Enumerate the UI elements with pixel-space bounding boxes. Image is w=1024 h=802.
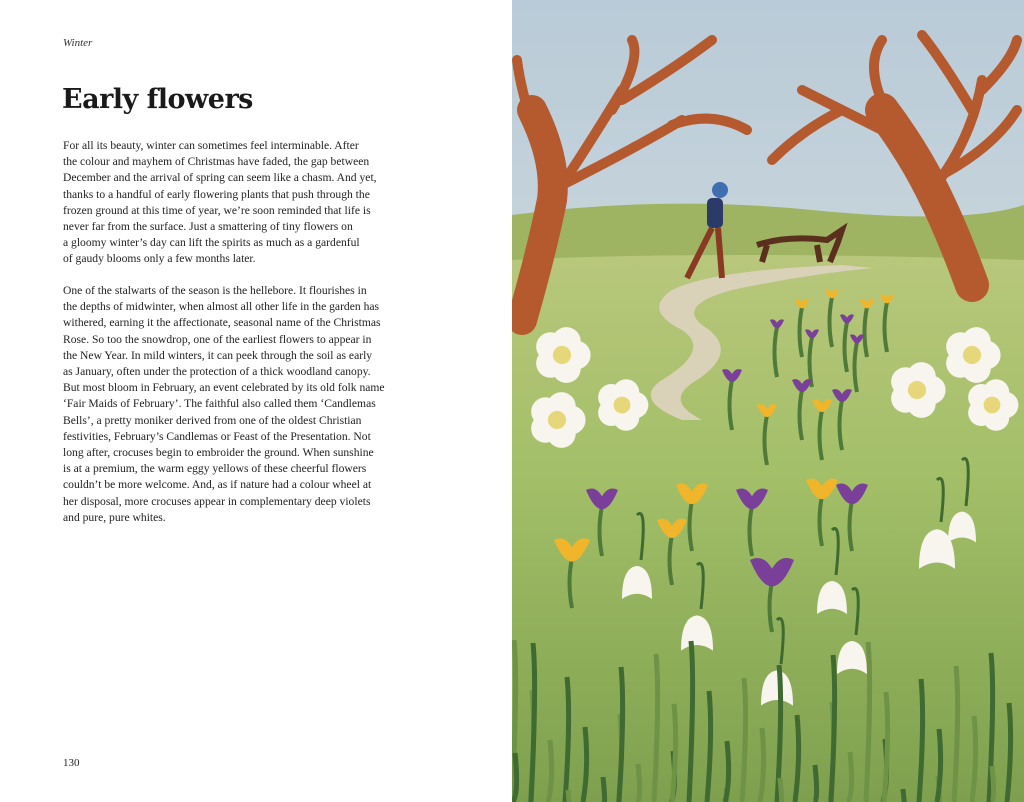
text-line: as January, often under the protection of a thick woodland canopy.: [63, 365, 371, 379]
hellebore: [553, 346, 571, 364]
text-line: the colour and mayhem of Christmas have faded, the gap between: [63, 155, 370, 169]
text-line: couldn’t be more welcome. And, as if nature had a colour wheel at: [63, 478, 372, 492]
text-line: festivities, February’s Candlemas or Feast of the Presentation. Not: [63, 429, 371, 443]
text-line: Bells’, a pretty moniker derived from one of the oldest Christian: [63, 413, 362, 427]
text-line: and pure, pure whites.: [63, 510, 166, 524]
text-line: ‘Fair Maids of February’. The faithful also called them ‘Candlemas: [63, 397, 376, 411]
text-line: the New Year. In mild winters, it can peek through the soil as early: [63, 348, 373, 362]
text-line: But most bloom in February, an event celebrated by its old folk name: [63, 381, 385, 395]
text-line: the depths of midwinter, when almost all other life in the garden has: [63, 300, 380, 314]
text-line: Rose. So too the snowdrop, one of the earliest flowers to appear in: [63, 332, 372, 346]
hellebore: [548, 411, 566, 429]
grass-blade: [901, 789, 905, 802]
text-line: her disposal, more crocuses appear in complementary deep violets: [63, 494, 371, 508]
page-title: Early flowers: [62, 84, 253, 115]
text-line: withered, earning it the affectionate, seasonal name of the Christmas: [63, 316, 381, 330]
hellebore: [614, 397, 631, 414]
text-line: long after, crocuses begin to embroider the ground. When sunshine: [63, 446, 374, 460]
text-line: frozen ground at this time of year, we’re soon reminded that life is: [63, 203, 371, 217]
text-line: For all its beauty, winter can sometimes feel interminable. After: [63, 139, 359, 152]
text-line: thanks to a handful of early flowering plants that push through the: [63, 187, 370, 201]
hellebore: [984, 397, 1001, 414]
grass-blade: [566, 790, 570, 802]
page-number: 130: [63, 757, 80, 769]
text-line: of gaudy blooms only a few months later.: [63, 252, 256, 266]
text-line: never far from the surface. Just a smattering of tiny flowers on: [63, 220, 353, 234]
hellebore: [908, 381, 926, 399]
text-line: a gloomy winter’s day can lift the spirits as much as a gardenful: [63, 236, 360, 250]
meadow: [512, 255, 1024, 802]
garden-illustration: [512, 0, 1024, 802]
hellebore: [963, 346, 981, 364]
paragraph-1: [63, 138, 377, 268]
paragraph-2: [63, 283, 385, 526]
illustration: [512, 0, 1024, 802]
running-head: Winter: [63, 37, 93, 49]
text-line: is at a premium, the warm eggy yellows of these cheerful flowers: [63, 462, 367, 476]
text-line: One of the stalwarts of the season is the hellebore. It flourishes in: [63, 284, 367, 297]
text-line: December and the arrival of spring can seem like a chasm. And yet,: [63, 171, 377, 185]
